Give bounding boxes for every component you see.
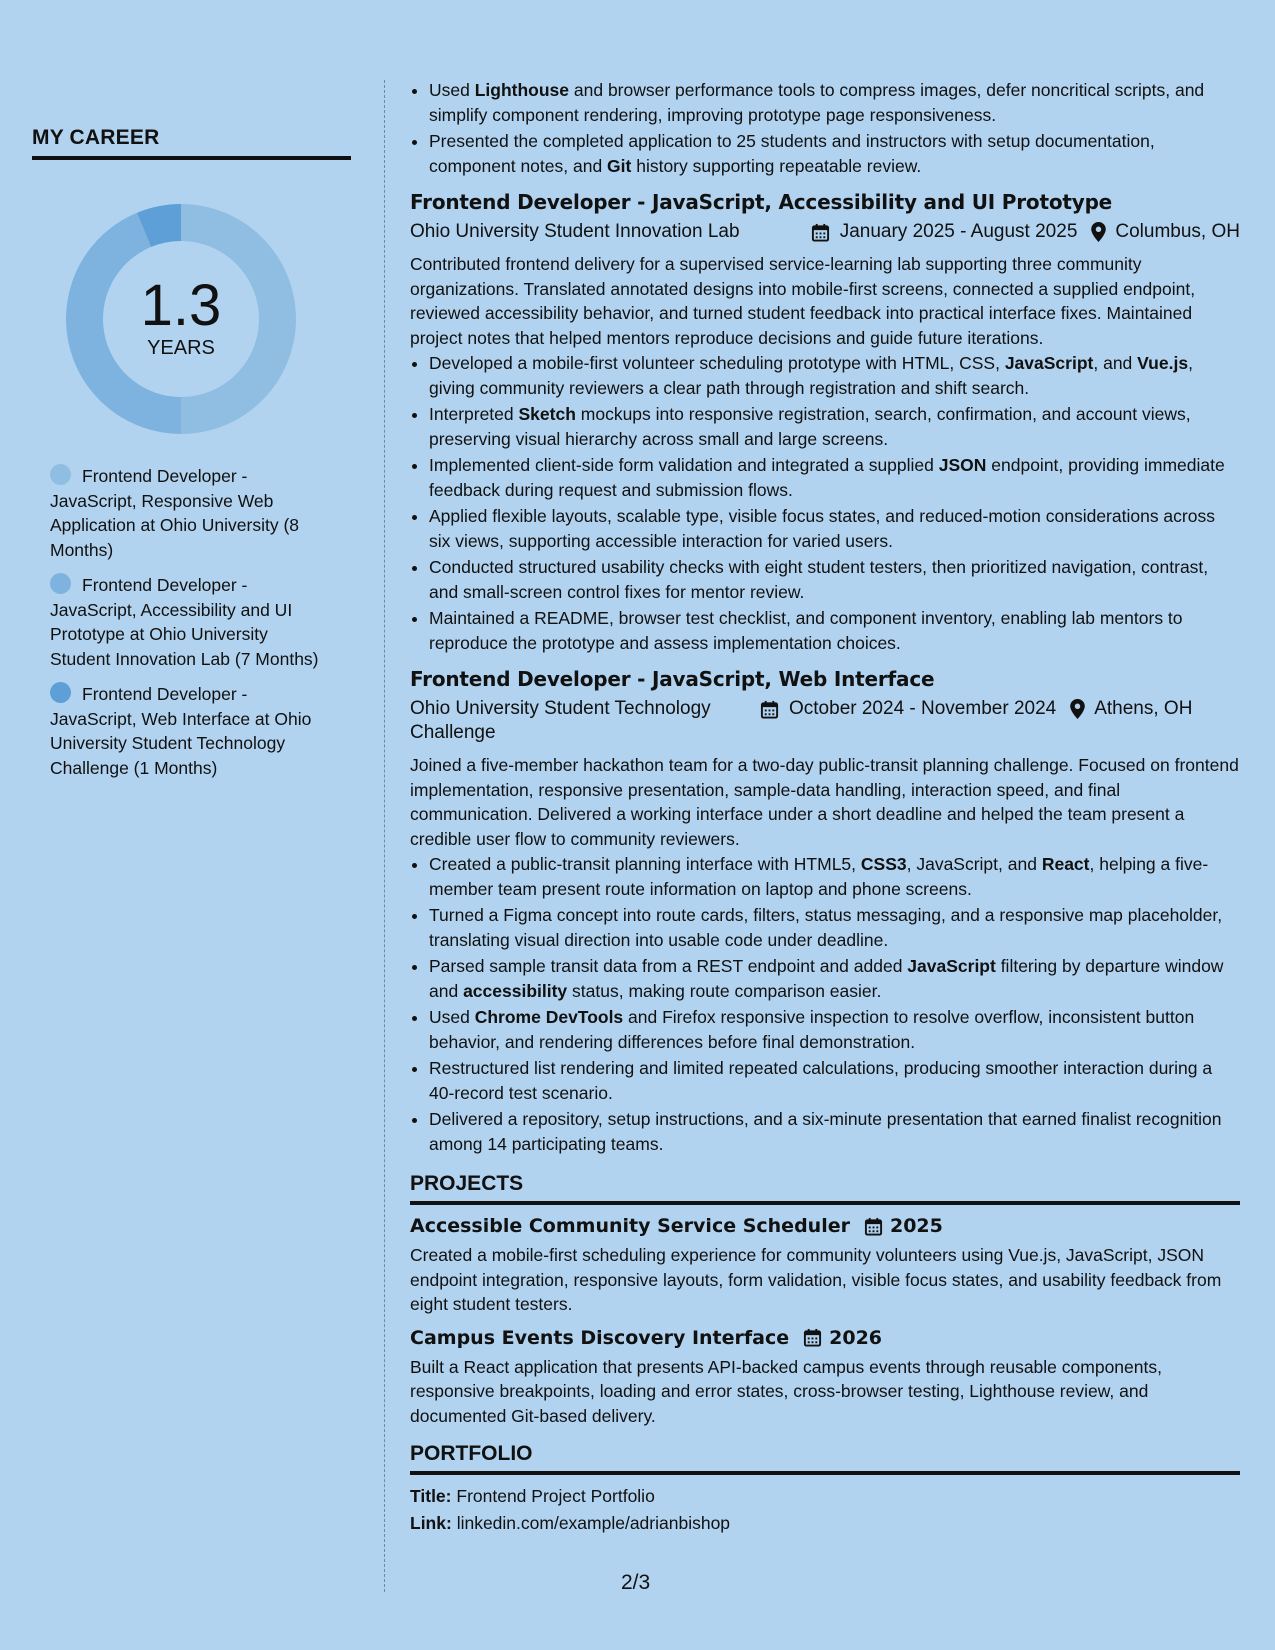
calendar-icon (811, 223, 830, 242)
job-bullet-list (410, 852, 1240, 1156)
bullet-text: Maintained a README, browser test checklist, and component inventory, enabling lab mentors to reproduce the prototype and assess implementation choices. (429, 608, 1183, 653)
bullet-text: and Firefox responsive inspection to resolve overflow, inconsistent button behavior, and rendering differences before final demonstration. (429, 1007, 1195, 1052)
project-title: Campus Events Discovery Interface (410, 1326, 790, 1349)
project-entry (410, 1215, 1240, 1317)
location-pin-icon (1070, 699, 1085, 719)
page-number: 2/3 (621, 1571, 651, 1594)
career-years-value: 1.3 (140, 273, 222, 338)
project-title: Accessible Community Service Scheduler (410, 1215, 850, 1237)
location-pin-icon (1091, 222, 1106, 242)
bullet-keyword: Vue.js (1137, 353, 1189, 373)
calendar-icon (760, 700, 779, 719)
bullet-item (429, 903, 1240, 952)
job-bullet-list (410, 351, 1240, 655)
calendar-icon (864, 1217, 883, 1236)
bullet-text: Applied flexible layouts, scalable type, visible focus states, and reduced-motion considerations across six views, supporting accessible interaction for varied users. (429, 506, 1215, 551)
job-meta (410, 220, 1240, 244)
bullet-keyword: Chrome DevTools (474, 1007, 624, 1027)
bullet-text: history supporting repeatable review. (631, 155, 922, 176)
projects-list (410, 1215, 1240, 1428)
portfolio-link-line (410, 1510, 1240, 1537)
legend-item (50, 464, 320, 562)
sidebar (32, 126, 351, 791)
portfolio-link[interactable]: linkedin.com/example/adrianbishop (456, 1513, 731, 1533)
job-dates-text: October 2024 - November 2024 (789, 698, 1057, 719)
job-title: Frontend Developer - JavaScript, Web Interface (410, 667, 935, 691)
job-location-text: Columbus, OH (1115, 221, 1240, 242)
bullet-item (429, 129, 1240, 178)
portfolio-link-label: Link: (410, 1513, 452, 1533)
portfolio-section (410, 1483, 1240, 1537)
company-name: Ohio University Student Innovation Lab (410, 221, 740, 242)
legend-label: Frontend Developer - JavaScript, Accessibility and UI Prototype at Ohio University Student Innovation Lab (7 Months) (50, 575, 319, 669)
bullet-keyword: JSON (938, 455, 987, 475)
bullet-text: filtering by departure window and (429, 956, 1224, 1001)
calendar-icon (803, 1328, 822, 1347)
legend-item (50, 682, 320, 780)
bullet-text: endpoint, providing immediate feedback during request and submission flows. (429, 455, 1225, 500)
bullet-item (429, 1107, 1240, 1156)
bullet-keyword: Sketch (518, 404, 576, 424)
job-dates (791, 220, 1078, 244)
job-description: Joined a five-member hackathon team for a two-day public-transit planning challenge. Focused on frontend implementation, responsive presentation, sample-data handling, interaction speed, and final communication. Delivered a working interface under a short deadline and helped the team present a credible user flow to community reviewers. (410, 755, 1239, 849)
bullet-item (429, 1005, 1240, 1054)
bullet-text: mockups into responsive registration, search, confirmation, and account views, preserving visual hierarchy across small and large screens. (429, 404, 1191, 449)
job-title: Frontend Developer - JavaScript, Accessibility and UI Prototype (410, 190, 1113, 214)
legend-dot-icon (50, 682, 71, 703)
bullet-item (429, 351, 1240, 400)
portfolio-title-label: Title: (410, 1486, 452, 1506)
portfolio-title-value: Frontend Project Portfolio (456, 1486, 655, 1506)
bullet-keyword: accessibility (463, 980, 568, 1001)
bullet-text: Parsed sample transit data from a REST endpoint and added (429, 956, 908, 976)
job-meta (410, 697, 1240, 745)
bullet-item (429, 453, 1240, 502)
bullet-item (429, 504, 1240, 553)
bullet-text: Used (429, 80, 475, 100)
bullet-text: Presented the completed application to 25 students and instructors with setup documentation, component notes, and (429, 131, 1155, 176)
job-dates (740, 697, 1056, 721)
continued-bullet-list (410, 78, 1240, 178)
legend-dot-icon (50, 573, 71, 594)
column-divider (384, 80, 385, 1592)
portfolio-heading: PORTFOLIO (410, 1442, 1240, 1475)
job-description: Contributed frontend delivery for a supervised service-learning lab supporting three community organizations. Translated annotated designs into mobile-first screens, connected a supplied endpoint, reviewed accessibility behavior, and turned student feedback into practical interface fixes. Maintained project notes that helped mentors reproduce decisions and guide future iterations. (410, 254, 1196, 348)
bullet-item (429, 402, 1240, 451)
main-content (410, 78, 1240, 1537)
project-year: 2026 (829, 1326, 883, 1349)
job-entry (410, 190, 1240, 655)
bullet-text: Restructured list rendering and limited repeated calculations, producing smoother interaction during a 40-record test scenario. (429, 1058, 1213, 1103)
bullet-text: , helping a five-member team present route information on laptop and phone screens. (429, 854, 1209, 899)
legend-label: Frontend Developer - JavaScript, Responsive Web Application at Ohio University (8 Months) (50, 466, 299, 560)
bullet-text: Developed a mobile-first volunteer scheduling prototype with HTML, CSS, (429, 353, 1005, 373)
bullet-item (429, 606, 1240, 655)
bullet-keyword: React (1041, 854, 1090, 874)
bullet-item (429, 954, 1240, 1003)
projects-heading: PROJECTS (410, 1172, 1240, 1205)
legend-label: Frontend Developer - JavaScript, Web Interface at Ohio University Student Technology Challenge (1 Months) (50, 684, 312, 778)
bullet-item (429, 852, 1240, 901)
bullet-text: Implemented client-side form validation and integrated a supplied (429, 455, 939, 475)
bullet-text: Turned a Figma concept into route cards, filters, status messaging, and a responsive map placeholder, translating visual direction into usable code under deadline. (429, 905, 1223, 950)
bullet-text: , giving community reviewers a clear path through registration and shift search. (429, 353, 1193, 398)
bullet-text: Conducted structured usability checks with eight student testers, then prioritized navigation, contrast, and small-screen control fixes for mentor review. (429, 557, 1209, 602)
bullet-text: Created a public-transit planning interface with HTML5, (429, 854, 861, 874)
bullet-text: Used (429, 1007, 475, 1027)
project-year: 2025 (889, 1215, 943, 1237)
career-donut-chart (66, 204, 296, 434)
bullet-item (429, 78, 1240, 127)
bullet-item (429, 555, 1240, 604)
bullet-keyword: JavaScript (907, 956, 996, 976)
bullet-text: , JavaScript, and (906, 854, 1042, 874)
job-entry (410, 667, 1240, 1156)
legend-dot-icon (50, 464, 71, 485)
career-years-unit: YEARS (147, 337, 215, 359)
bullet-keyword: Lighthouse (474, 80, 570, 100)
bullet-text: Interpreted (429, 404, 519, 424)
bullet-text: and browser performance tools to compress images, defer noncritical scripts, and simplify component rendering, improving prototype page responsiveness. (429, 80, 1205, 125)
bullet-item (429, 1056, 1240, 1105)
job-dates-text: January 2025 - August 2025 (839, 221, 1078, 242)
job-location (1091, 220, 1240, 244)
career-legend (50, 464, 320, 780)
project-description: Built a React application that presents API-backed campus events through reusable components, responsive breakpoints, loading and error states, cross-browser testing, Lighthouse review, and documented Git-based delivery. (410, 1356, 1162, 1426)
project-entry (410, 1327, 1240, 1429)
experience-list (410, 190, 1240, 1156)
bullet-keyword: JavaScript (1004, 353, 1094, 373)
job-location (1070, 697, 1192, 721)
bullet-keyword: CSS3 (860, 854, 907, 874)
bullet-keyword: Git (607, 155, 632, 176)
legend-item (50, 573, 320, 671)
job-location-text: Athens, OH (1094, 698, 1193, 719)
bullet-text: , and (1093, 353, 1138, 373)
project-description: Created a mobile-first scheduling experience for community volunteers using Vue.js, JavaScript, JSON endpoint integration, responsive layouts, form validation, visible focus states, and usability feedback from eight student testers. (410, 1245, 1222, 1314)
bullet-text: Delivered a repository, setup instructions, and a six-minute presentation that earned finalist recognition among 14 participating teams. (429, 1109, 1222, 1154)
project-title-row (410, 1215, 1240, 1237)
portfolio-title-line (410, 1483, 1240, 1510)
career-heading: MY CAREER (32, 126, 351, 160)
donut-center (66, 204, 296, 434)
bullet-text: status, making route comparison easier. (567, 980, 882, 1001)
project-title-row (410, 1327, 1240, 1349)
company-name: Ohio University Student Technology Challenge (410, 698, 711, 743)
